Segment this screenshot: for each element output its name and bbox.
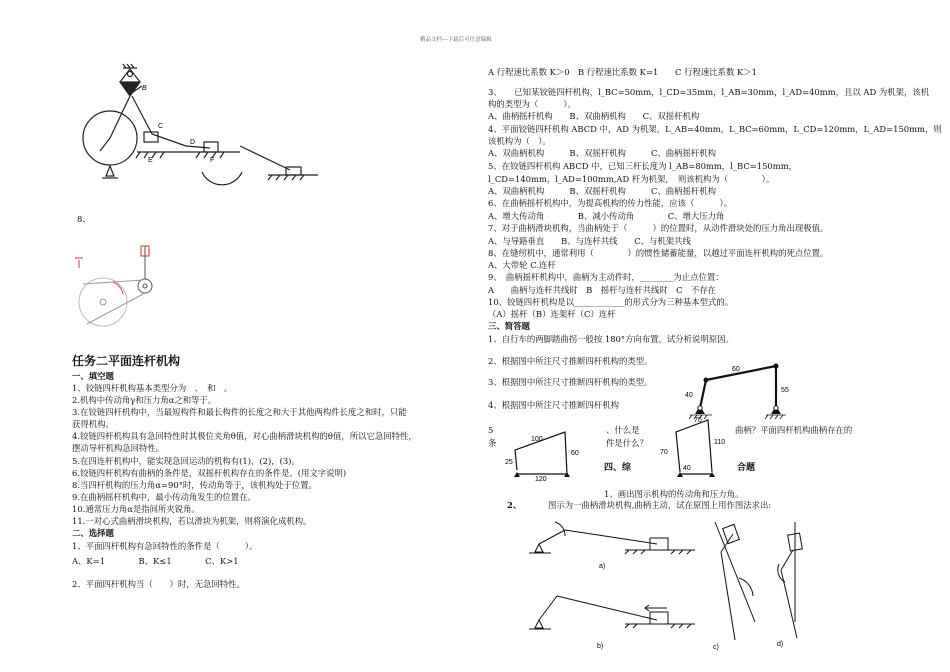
fill-line-11: 11.一对心式曲柄滑块机构，若以滑块为机架，则将演化成机构。 xyxy=(72,516,312,526)
fig-label-b: B xyxy=(142,85,147,92)
choice-q2: 2、平面四杆机构当（ ）时，无急回特性。 xyxy=(72,579,245,589)
fig-b-label: b) xyxy=(597,643,604,650)
section-title: 任务二平面连杆机构 xyxy=(72,354,181,368)
dim-70-top: 70 xyxy=(694,417,702,424)
right-line-2: 构的类型为（ ）。 xyxy=(488,99,576,109)
fill-line-1: 1、铰链四杆机构基本类型分为 、 和 。 xyxy=(72,383,233,393)
fill-line-9: 9.在曲柄摇杆机构中，最小传动角发生的位置在。 xyxy=(72,492,256,502)
right-line-10: 6、在曲柄摇杆机构中，为提高机构的传力性能，应该（ ）。 xyxy=(488,198,733,208)
dim-100: 100 xyxy=(531,436,543,443)
linkage-figure-main xyxy=(682,358,802,420)
dim-40-q5: 40 xyxy=(683,465,691,472)
synthesis-q1: 1、画出图示机构的传动角和压力角。 xyxy=(604,489,744,499)
dim-40: 40 xyxy=(685,392,693,399)
right-line-1: 3、 已知某铰链四杆机构，l_BC=50mm，l_CD=35mm，l_AB=30mm，l_AD=40mm，且以 AD 为机架，该机 xyxy=(488,87,930,97)
dim-60: 60 xyxy=(732,366,740,373)
answer-q5-cond: 件是什么？ xyxy=(606,438,648,448)
synthesis-q2-number: 2、 xyxy=(507,500,522,510)
synthesis-title-a: 四、综 xyxy=(604,463,632,473)
fill-line-4b: 摆动导杆机构急回特性。 xyxy=(72,443,165,453)
choice-title: 二、选择题 xyxy=(72,528,114,538)
dim-120: 120 xyxy=(535,476,547,483)
fig-label-e: E xyxy=(148,157,153,164)
fill-line-5: 5.在四连杆机构中，能实现急回运动的机构有(1)，(2)，(3)。 xyxy=(72,456,300,466)
right-line-0: A 行程速比系数 K＞0 B 行程速比系数 K=1 C 行程速比系数 K＞1 xyxy=(488,67,757,77)
fill-title: 一、填空题 xyxy=(72,371,114,381)
page-header: 精品文档---下载后可任意编辑 xyxy=(420,37,492,43)
choice-q1: 1、平面四杆机构有急回特性的条件是（ ）。 xyxy=(72,541,258,551)
mechanism-figure-1 xyxy=(90,66,320,198)
synthesis-q2: 图示为一曲柄滑块机构,曲柄主动，试在原图上用作图法求出: xyxy=(548,500,772,510)
answer-q5-tiao: 条 xyxy=(488,438,497,448)
fill-line-6: 6.铰链四杆机构有曲柄的条件是，双摇杆机构存在的条件是。(用文字说明) xyxy=(72,468,347,478)
linkage-figure-q5b xyxy=(650,414,726,480)
slider-crank-figures xyxy=(525,512,825,652)
answer-q4: 4、根据图中所注尺寸推断四杆机构 xyxy=(488,400,619,410)
right-line-9: A、双曲柄机构 B、双摇杆机构 C、曲柄摇杆机构 xyxy=(488,186,716,196)
answer-q1: 1、自行车的两脚踏曲拐一般按 180°方向布置，试分析说明原因。 xyxy=(488,334,734,344)
dim-110: 110 xyxy=(714,439,726,446)
dim-70-left: 70 xyxy=(660,449,668,456)
right-line-6: A、双曲柄机构 B、双摇杆机构 C、曲柄摇杆机构 xyxy=(488,148,716,158)
fig-label-d: D xyxy=(190,139,196,146)
fig-c-label: c) xyxy=(713,644,719,651)
right-line-15: A、大带轮 C.连杆 xyxy=(488,260,556,270)
fill-line-3: 3.在铰链四杆机构中，当最短构件和最长构件的长度之和大于其他两构件长度之和时，只能 xyxy=(72,407,407,417)
choice-q1-options: A、K=1 B、K≤1 C、K>1 xyxy=(72,556,239,566)
right-line-18: 10、铰链四杆机构是以____________的形式分为三种基本型式的。 xyxy=(488,297,734,307)
fill-line-3b: 获得机构。 xyxy=(72,419,114,429)
linkage-figure-q5a xyxy=(505,424,585,482)
right-line-14: 8、在缝纫机中，通常利用（ ）的惯性储蓄能量，以越过平面连杆机构的死点位置。 xyxy=(488,248,829,258)
right-line-17: A 曲柄与连杆共线时 B 摇杆与连杆共线时 C 不存在 xyxy=(488,285,716,295)
right-line-4: 4、平面铰链四杆机构 ABCD 中，AD 为机架，L_AB=40mm，L_BC=60mm，L_CD=120mm，L_AD=150mm，则 xyxy=(488,124,942,134)
question-8-number: 8、 xyxy=(77,214,91,224)
answer-q2: 2、根据图中所注尺寸推断四杆机构的类型。 xyxy=(488,356,653,366)
right-line-13: A、与导路垂直 B、与连杆共线 C、与机架共线 xyxy=(488,236,691,246)
right-line-19: （A）摇杆（B）连架杆（C）连杆 xyxy=(488,309,616,319)
dim-55: 55 xyxy=(781,387,789,394)
dim-25: 25 xyxy=(505,459,513,466)
right-line-7: 5、在铰链四杆机构 ABCD 中，已知三杆长度为 l_AB=80mm，l_BC=150mm， xyxy=(488,161,798,171)
fill-line-2: 2.机构中传动角γ和压力角α之和等于。 xyxy=(72,395,217,405)
fill-line-10: 10.通常压力角α是指间所夹锐角。 xyxy=(72,504,200,514)
fig-a-label: a) xyxy=(599,563,606,570)
fig-d-label: d) xyxy=(777,641,784,648)
right-line-16: 9、 曲柄摇杆机构中，曲柄为主动件时，________为止点位置： xyxy=(488,272,724,282)
answer-q3: 3、根据图中所注尺寸推断四杆机构的类型。 xyxy=(488,377,653,387)
synthesis-title-b: 合题 xyxy=(737,463,756,473)
fig-label-c: C xyxy=(158,123,164,130)
answer-q5-number: 5 xyxy=(488,425,494,435)
fill-line-4: 4.铰链四杆机构具有急回特性时其极位夹角θ值，对心曲柄滑块机构的θ值，所以它急回特性， xyxy=(72,431,417,441)
answer-title: 三、简答题 xyxy=(488,321,530,331)
right-line-11: A、增大传动角 B、减小传动角 C、增大压力角 xyxy=(488,211,725,221)
fig-label-f: F xyxy=(210,157,215,164)
right-line-12: 7、对于曲柄滑块机构，当曲柄处于（ ）的位置时，从动件滑块处的压力角出现极值。 xyxy=(488,223,829,233)
fill-line-8: 8.当四杆机构的压力角α=90°时，传动角等于，该机构处于位置。 xyxy=(72,480,317,490)
right-line-3: A、曲柄摇杆机构 B、双曲柄机构 C、双摇杆机构 xyxy=(488,111,700,121)
mechanism-figure-2 xyxy=(75,236,165,336)
answer-q5-tail: 、什么是 xyxy=(606,425,640,435)
right-line-5: 该机构为（ ）。 xyxy=(488,136,551,146)
answer-q5-right: 曲柄？平面四杆机构曲柄存在的 xyxy=(735,425,853,435)
dim-60-q5: 60 xyxy=(571,450,579,457)
right-line-8: l_CD=140mm，l_AD=100mm,AD 杆为机架， 则该机构为（ ）。 xyxy=(488,174,775,184)
